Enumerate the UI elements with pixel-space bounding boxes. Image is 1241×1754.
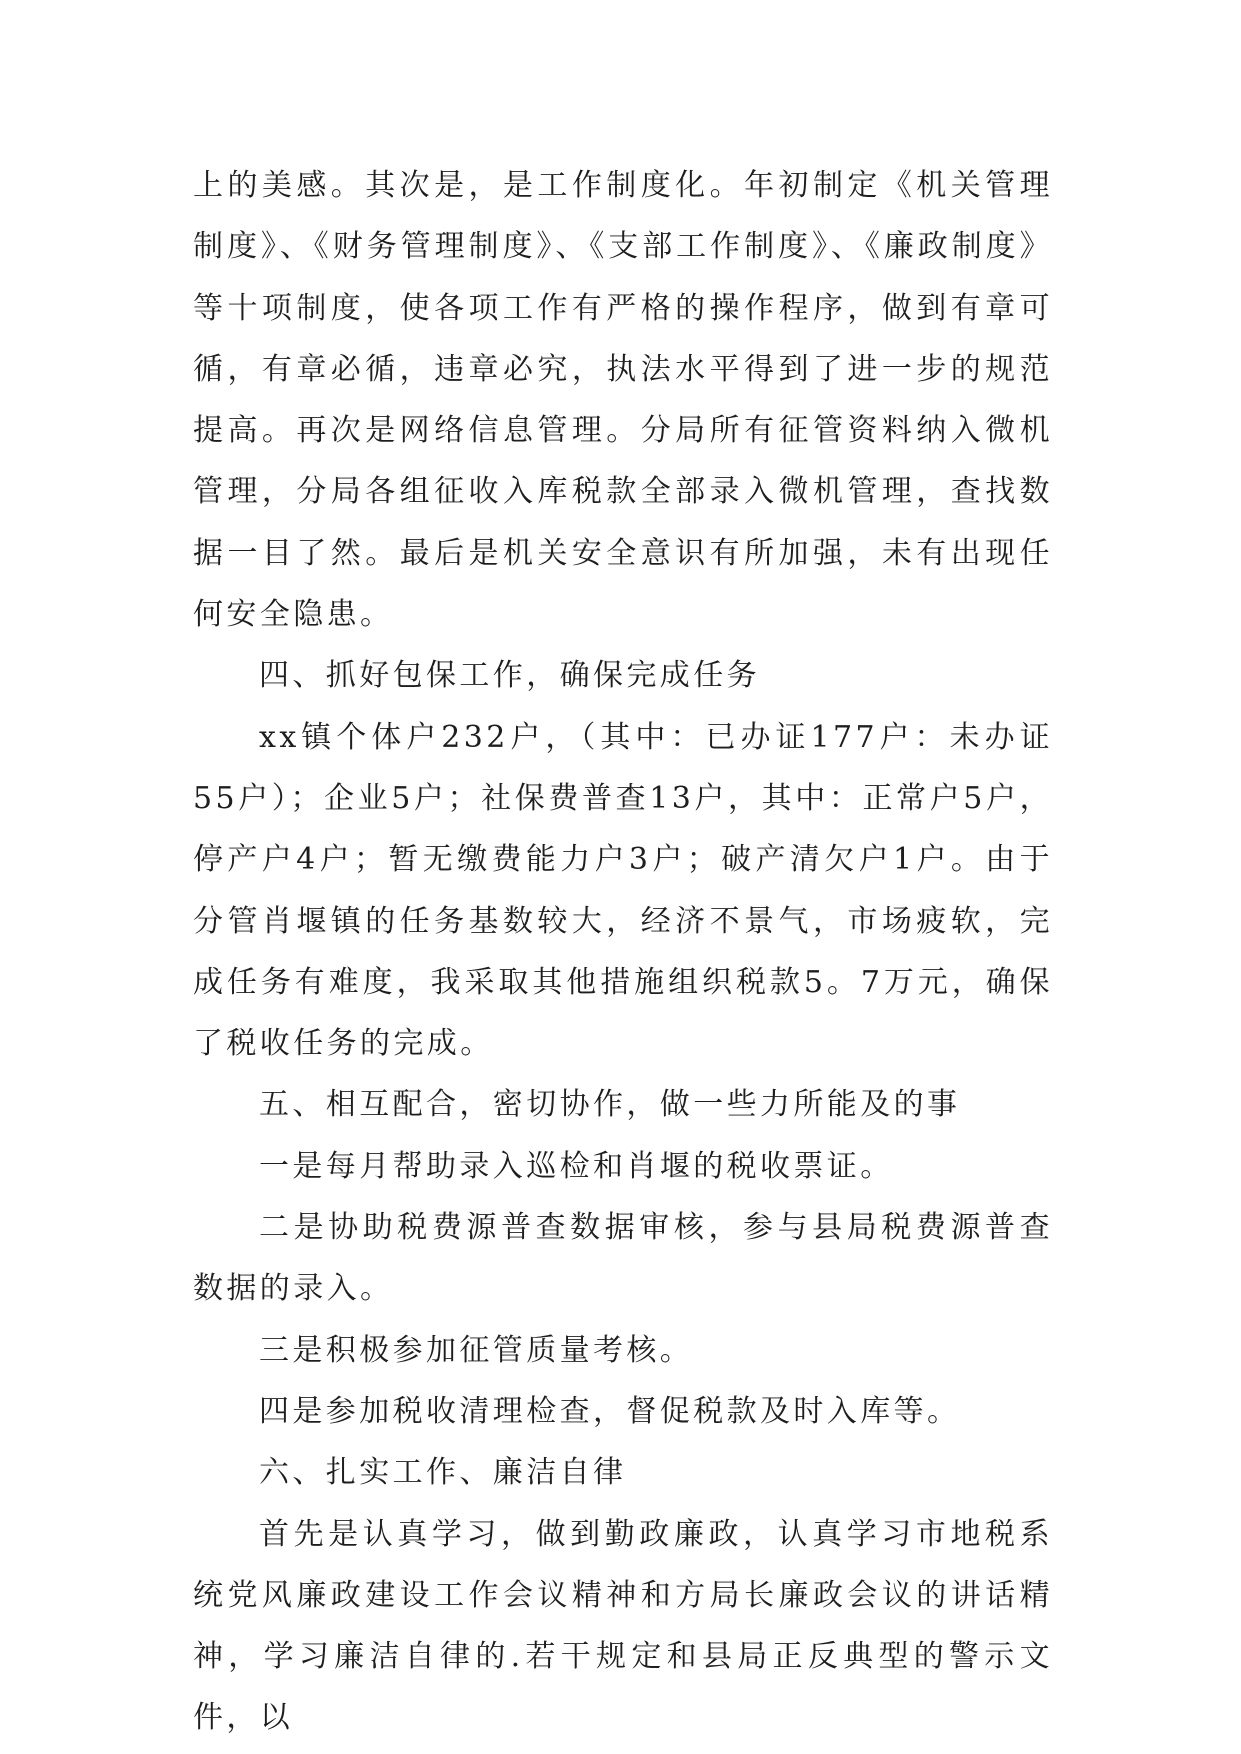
paragraph-integrity: 首先是认真学习，做到勤政廉政，认真学习市地税系统党风廉政建设工作会议精神和方局长廉政会议的讲话精神，学习廉洁自律的.若干规定和县局正反典型的警示文件，以 — [193, 1516, 1053, 1736]
list-item-3: 三是积极参加征管质量考核。 — [259, 1332, 694, 1368]
paragraph-households: xx镇个体户232户，（其中：已办证177户：未办证55户）；企业5户；社保费普查13户，其中：正常户5户，停产户4户；暂无缴费能力户3户；破产清欠户1户。由于分管肖堰镇的任务基数较大，经济不景气，市场疲软，完成任务有难度，我采取其他措施组织税款5。7万元，确保了税收任务的完成。 — [193, 719, 1053, 1062]
section-heading-6: 六、扎实工作、廉洁自律 — [259, 1455, 627, 1491]
section-heading-5: 五、相互配合，密切协作，做一些力所能及的事 — [259, 1087, 961, 1123]
list-item-4: 四是参加税收清理检查，督促税款及时入库等。 — [259, 1393, 961, 1429]
paragraph-continuation: 上的美感。其次是，是工作制度化。年初制定《机关管理制度》、《财务管理制度》、《支部工作制度》、《廉政制度》等十项制度，使各项工作有严格的操作程序，做到有章可循，有章必循，违章必究，执法水平得到了进一步的规范提高。再次是网络信息管理。分局所有征管资料纳入微机管理，分局各组征收入库税款全部录入微机管理，查找数据一目了然。最后是机关安全意识有所加强，未有出现任何安全隐患。 — [193, 168, 1053, 633]
list-item-2: 二是协助税费源普查数据审核，参与县局税费源普查数据的录入。 — [193, 1210, 1053, 1307]
document-body — [193, 155, 1053, 1749]
list-item-1: 一是每月帮助录入巡检和肖堰的税收票证。 — [259, 1148, 894, 1184]
section-heading-4: 四、抓好包保工作，确保完成任务 — [259, 658, 760, 694]
